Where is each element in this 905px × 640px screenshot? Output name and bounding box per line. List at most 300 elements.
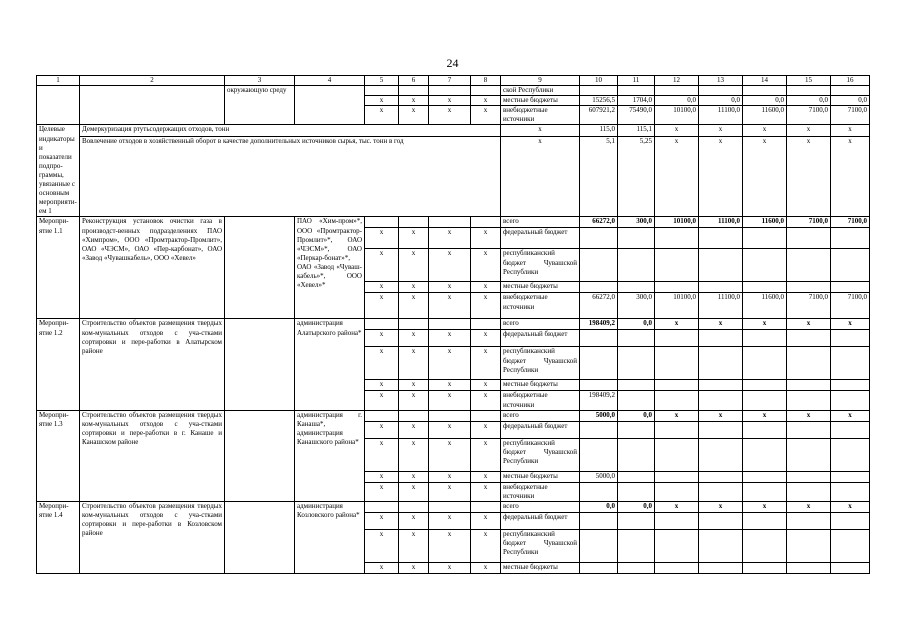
value-cell <box>618 282 655 293</box>
value-cell: 66272,0 <box>580 293 618 319</box>
value-cell: х <box>655 319 699 330</box>
event-executor: администрация Алатырского района* <box>295 319 365 410</box>
code-cell: х <box>365 482 399 501</box>
code-cell: х <box>399 228 429 249</box>
code-cell: х <box>365 391 399 410</box>
value-cell: 0,0 <box>618 410 655 421</box>
value-cell <box>618 512 655 529</box>
value-cell <box>787 529 831 562</box>
value-cell <box>787 482 831 501</box>
event-row <box>37 319 870 330</box>
funding-source: местные бюджеты <box>501 562 580 573</box>
code-cell: х <box>471 249 501 282</box>
value-cell <box>743 421 787 438</box>
value-cell <box>655 512 699 529</box>
value-cell <box>655 529 699 562</box>
code-cell: х <box>471 330 501 347</box>
funding-source: республиканский бюджет Чувашской Республики <box>501 529 580 562</box>
code-cell: х <box>429 282 471 293</box>
code-cell <box>471 319 501 330</box>
code-cell: х <box>365 529 399 562</box>
code-cell: х <box>471 96 501 106</box>
value-cell <box>743 529 787 562</box>
code-cell: х <box>471 228 501 249</box>
value-cell <box>743 512 787 529</box>
value-cell: 115,1 <box>618 125 655 137</box>
value-cell <box>699 347 743 380</box>
funding-source: внебюджетные источники <box>501 106 580 125</box>
value-cell: 5000,0 <box>580 410 618 421</box>
code-cell: х <box>501 137 580 217</box>
empty-cell <box>699 86 743 96</box>
empty-cell <box>787 86 831 96</box>
code-cell: х <box>399 471 429 482</box>
code-cell: х <box>471 380 501 391</box>
funding-source: федеральный бюджет <box>501 421 580 438</box>
value-cell: 0,0 <box>831 96 870 106</box>
value-cell <box>618 529 655 562</box>
value-cell <box>580 512 618 529</box>
value-cell: х <box>699 410 743 421</box>
value-cell <box>787 512 831 529</box>
value-cell: 15256,5 <box>580 96 618 106</box>
value-cell: х <box>831 410 870 421</box>
funding-source: федеральный бюджет <box>501 228 580 249</box>
code-cell: х <box>365 96 399 106</box>
value-cell: 115,0 <box>580 125 618 137</box>
code-cell: х <box>429 391 471 410</box>
value-cell: 11600,0 <box>743 293 787 319</box>
code-cell <box>365 501 399 512</box>
value-cell <box>655 482 699 501</box>
value-cell <box>743 330 787 347</box>
event-name: Строительство объектов размещения твердых ком-мунальных отходов с уча-стками сортировки и пере-работки в Козловском районе <box>80 501 225 573</box>
funding-source: всего <box>501 319 580 330</box>
value-cell <box>787 391 831 410</box>
code-cell <box>429 410 471 421</box>
code-cell: х <box>471 347 501 380</box>
value-cell <box>618 471 655 482</box>
empty-cell <box>225 501 295 573</box>
value-cell <box>787 228 831 249</box>
value-cell <box>743 380 787 391</box>
event-executor: администрация Козловского района* <box>295 501 365 573</box>
value-cell: 10100,0 <box>655 293 699 319</box>
event-executor: администрация г. Канаша*, администрация Канашского района* <box>295 410 365 501</box>
code-cell: х <box>399 96 429 106</box>
value-cell: 7100,0 <box>831 293 870 319</box>
value-cell: 5,25 <box>618 137 655 217</box>
code-cell: х <box>399 106 429 125</box>
code-cell: х <box>429 471 471 482</box>
value-cell: х <box>831 125 870 137</box>
column-number: 4 <box>295 76 365 86</box>
value-cell <box>831 347 870 380</box>
code-cell <box>471 410 501 421</box>
column-number: 9 <box>501 76 580 86</box>
code-cell: х <box>471 106 501 125</box>
event-label: Меропри-ятие 1.4 <box>37 501 80 573</box>
value-cell: х <box>655 125 699 137</box>
code-cell <box>365 410 399 421</box>
value-cell <box>831 330 870 347</box>
value-cell <box>580 482 618 501</box>
code-cell: х <box>365 293 399 319</box>
column-number: 14 <box>743 76 787 86</box>
value-cell <box>743 228 787 249</box>
value-cell: 1704,0 <box>618 96 655 106</box>
value-cell <box>787 380 831 391</box>
value-cell: х <box>743 319 787 330</box>
funding-source: внебюджетные источники <box>501 391 580 410</box>
code-cell <box>365 217 399 228</box>
value-cell <box>699 249 743 282</box>
code-cell: х <box>365 282 399 293</box>
code-cell: х <box>429 347 471 380</box>
value-cell <box>618 380 655 391</box>
value-cell: 7100,0 <box>831 217 870 228</box>
column-number: 1 <box>37 76 80 86</box>
value-cell: 0,0 <box>699 96 743 106</box>
code-cell: х <box>365 347 399 380</box>
value-cell <box>618 482 655 501</box>
funding-source: местные бюджеты <box>501 96 580 106</box>
funding-source: внебюджетные источники <box>501 482 580 501</box>
empty-cell <box>80 86 225 125</box>
event-label: Меропри-ятие 1.2 <box>37 319 80 410</box>
value-cell: 10100,0 <box>655 217 699 228</box>
funding-source: всего <box>501 501 580 512</box>
value-cell <box>831 471 870 482</box>
code-cell <box>399 217 429 228</box>
indicator-row <box>37 125 870 137</box>
indicator-name: Вовлечение отходов в хозяйственный оборот в качестве дополнительных источников сырья, тыс. тонн в год <box>80 137 501 217</box>
program-table <box>36 75 870 574</box>
value-cell: 7100,0 <box>787 293 831 319</box>
code-cell: х <box>365 228 399 249</box>
value-cell <box>655 471 699 482</box>
value-cell: 7100,0 <box>787 217 831 228</box>
page-number: 24 <box>446 56 459 70</box>
empty-cell <box>295 86 365 125</box>
value-cell <box>699 529 743 562</box>
empty-cell <box>225 410 295 501</box>
value-cell <box>831 512 870 529</box>
code-cell <box>471 501 501 512</box>
code-cell <box>471 217 501 228</box>
value-cell: 607921,2 <box>580 106 618 125</box>
value-cell: х <box>655 410 699 421</box>
funding-source: республиканский бюджет Чувашской Республики <box>501 249 580 282</box>
value-cell <box>831 380 870 391</box>
value-cell <box>580 380 618 391</box>
column-number: 16 <box>831 76 870 86</box>
code-cell: х <box>471 421 501 438</box>
value-cell: 0,0 <box>743 96 787 106</box>
value-cell: х <box>831 501 870 512</box>
value-cell <box>580 249 618 282</box>
event-label: Меропри-ятие 1.1 <box>37 217 80 319</box>
code-cell: х <box>399 482 429 501</box>
value-cell <box>743 249 787 282</box>
value-cell <box>831 249 870 282</box>
value-cell <box>618 438 655 471</box>
code-cell: х <box>365 330 399 347</box>
code-cell: х <box>471 471 501 482</box>
empty-cell <box>429 86 471 96</box>
value-cell: 0,0 <box>618 319 655 330</box>
funding-source: внебюджетные источники <box>501 293 580 319</box>
code-cell: х <box>429 228 471 249</box>
value-cell: х <box>699 125 743 137</box>
code-cell <box>399 501 429 512</box>
code-cell: х <box>471 438 501 471</box>
code-cell: х <box>365 249 399 282</box>
code-cell: х <box>399 438 429 471</box>
value-cell <box>580 438 618 471</box>
funding-source: местные бюджеты <box>501 471 580 482</box>
indicators-label: Целевые индикаторы и показатели подпро-граммы, увязанные с основным мероприяти-ем 1 <box>37 125 80 217</box>
empty-cell <box>225 217 295 319</box>
code-cell: х <box>399 347 429 380</box>
value-cell <box>618 228 655 249</box>
empty-cell <box>399 86 429 96</box>
value-cell <box>743 471 787 482</box>
value-cell <box>655 282 699 293</box>
value-cell <box>655 228 699 249</box>
indicator-row <box>37 137 870 217</box>
code-cell: х <box>471 293 501 319</box>
funding-source: местные бюджеты <box>501 282 580 293</box>
event-executor: ПАО «Хим-пром»*, ООО «Промтрактор-Промлит»*, ОАО «ЧЭСМ»*, ОАО «Перкар-бонат»*, ОАО «Завод «Чуваш-кабель»*, ООО «Хевел»* <box>295 217 365 319</box>
code-cell: х <box>365 421 399 438</box>
code-cell: х <box>399 249 429 282</box>
code-cell <box>429 217 471 228</box>
event-label: Меропри-ятие 1.3 <box>37 410 80 501</box>
value-cell <box>743 562 787 573</box>
empty-cell <box>471 86 501 96</box>
value-cell: х <box>787 125 831 137</box>
header-row <box>37 76 870 86</box>
funding-source: всего <box>501 217 580 228</box>
value-cell <box>618 249 655 282</box>
value-cell <box>787 471 831 482</box>
value-cell: 66272,0 <box>580 217 618 228</box>
impact-cell: окружающую среду <box>225 86 295 125</box>
value-cell <box>831 391 870 410</box>
value-cell <box>787 249 831 282</box>
value-cell <box>580 330 618 347</box>
value-cell <box>618 562 655 573</box>
value-cell <box>787 347 831 380</box>
code-cell: х <box>365 106 399 125</box>
code-cell: х <box>365 562 399 573</box>
code-cell: х <box>471 282 501 293</box>
value-cell: 11100,0 <box>699 217 743 228</box>
value-cell <box>580 562 618 573</box>
code-cell: х <box>399 380 429 391</box>
value-cell: 0,0 <box>787 96 831 106</box>
code-cell: х <box>501 125 580 137</box>
code-cell: х <box>429 438 471 471</box>
value-cell: х <box>743 125 787 137</box>
value-cell <box>655 330 699 347</box>
value-cell: 0,0 <box>618 501 655 512</box>
value-cell: х <box>787 410 831 421</box>
event-row <box>37 501 870 512</box>
code-cell: х <box>429 96 471 106</box>
value-cell: 0,0 <box>655 96 699 106</box>
code-cell: х <box>399 421 429 438</box>
column-number: 10 <box>580 76 618 86</box>
column-number: 12 <box>655 76 699 86</box>
funding-source: республиканский бюджет Чувашской Республики <box>501 347 580 380</box>
value-cell <box>699 512 743 529</box>
value-cell: 300,0 <box>618 293 655 319</box>
code-cell: х <box>365 438 399 471</box>
column-number: 3 <box>225 76 295 86</box>
value-cell: 11600,0 <box>743 106 787 125</box>
code-cell: х <box>429 106 471 125</box>
column-number: 15 <box>787 76 831 86</box>
value-cell <box>743 482 787 501</box>
empty-cell <box>225 319 295 410</box>
funding-source: местные бюджеты <box>501 380 580 391</box>
code-cell: х <box>429 249 471 282</box>
code-cell: х <box>399 562 429 573</box>
event-row <box>37 410 870 421</box>
value-cell <box>655 391 699 410</box>
value-cell <box>699 391 743 410</box>
value-cell: х <box>655 501 699 512</box>
value-cell: 11100,0 <box>699 293 743 319</box>
event-name: Строительство объектов размещения твердых ком-мунальных отходов с уча-стками сортировки и пере-работки в Алатырском районе <box>80 319 225 410</box>
value-cell <box>699 380 743 391</box>
funding-source: республиканский бюджет Чувашской Республики <box>501 438 580 471</box>
code-cell: х <box>429 562 471 573</box>
value-cell <box>655 438 699 471</box>
value-cell: х <box>787 319 831 330</box>
code-cell: х <box>471 512 501 529</box>
value-cell <box>743 347 787 380</box>
code-cell: х <box>399 293 429 319</box>
empty-cell <box>618 86 655 96</box>
value-cell <box>787 282 831 293</box>
value-cell <box>655 347 699 380</box>
value-cell: х <box>699 501 743 512</box>
value-cell <box>831 438 870 471</box>
value-cell <box>699 471 743 482</box>
value-cell <box>618 347 655 380</box>
value-cell <box>699 562 743 573</box>
value-cell: 198409,2 <box>580 391 618 410</box>
value-cell <box>655 562 699 573</box>
funding-source: всего <box>501 410 580 421</box>
column-number: 6 <box>399 76 429 86</box>
value-cell <box>580 282 618 293</box>
value-cell: х <box>787 137 831 217</box>
code-cell: х <box>471 562 501 573</box>
empty-cell <box>365 86 399 96</box>
code-cell <box>365 319 399 330</box>
column-number: 7 <box>429 76 471 86</box>
column-number: 2 <box>80 76 225 86</box>
indicator-name: Демеркуризация ртутьсодержащих отходов, тонн <box>80 125 501 137</box>
table-body <box>37 76 870 574</box>
value-cell: х <box>787 501 831 512</box>
funding-source: федеральный бюджет <box>501 330 580 347</box>
column-number: 5 <box>365 76 399 86</box>
value-cell: 10100,0 <box>655 106 699 125</box>
value-cell: 5000,0 <box>580 471 618 482</box>
value-cell: х <box>743 410 787 421</box>
code-cell: х <box>399 330 429 347</box>
value-cell <box>699 330 743 347</box>
value-cell: 7100,0 <box>831 106 870 125</box>
empty-cell <box>831 86 870 96</box>
table-row <box>37 86 870 96</box>
value-cell <box>787 438 831 471</box>
code-cell: х <box>429 421 471 438</box>
code-cell: х <box>429 380 471 391</box>
value-cell <box>743 391 787 410</box>
value-cell <box>699 421 743 438</box>
code-cell: х <box>429 529 471 562</box>
value-cell <box>831 421 870 438</box>
empty-cell <box>580 86 618 96</box>
code-cell <box>399 410 429 421</box>
empty-cell <box>655 86 699 96</box>
funding-source: ской Республики <box>501 86 580 96</box>
value-cell: 300,0 <box>618 217 655 228</box>
value-cell <box>831 482 870 501</box>
value-cell <box>743 282 787 293</box>
code-cell: х <box>365 471 399 482</box>
code-cell: х <box>365 512 399 529</box>
value-cell <box>743 438 787 471</box>
value-cell <box>580 529 618 562</box>
column-number: 13 <box>699 76 743 86</box>
value-cell <box>787 562 831 573</box>
value-cell <box>699 228 743 249</box>
code-cell <box>429 319 471 330</box>
value-cell <box>655 380 699 391</box>
funding-source: федеральный бюджет <box>501 512 580 529</box>
value-cell <box>831 529 870 562</box>
value-cell <box>831 562 870 573</box>
code-cell: х <box>429 330 471 347</box>
value-cell: х <box>831 319 870 330</box>
value-cell: 75490,0 <box>618 106 655 125</box>
column-number: 8 <box>471 76 501 86</box>
value-cell: 7100,0 <box>787 106 831 125</box>
value-cell: х <box>743 137 787 217</box>
code-cell: х <box>429 293 471 319</box>
value-cell <box>618 330 655 347</box>
value-cell <box>787 421 831 438</box>
value-cell: х <box>699 319 743 330</box>
code-cell: х <box>471 482 501 501</box>
value-cell: 11100,0 <box>699 106 743 125</box>
value-cell: х <box>831 137 870 217</box>
code-cell: х <box>429 512 471 529</box>
value-cell: 198409,2 <box>580 319 618 330</box>
value-cell: х <box>699 137 743 217</box>
value-cell <box>618 391 655 410</box>
empty-cell <box>37 86 80 125</box>
value-cell <box>831 228 870 249</box>
code-cell: х <box>399 529 429 562</box>
